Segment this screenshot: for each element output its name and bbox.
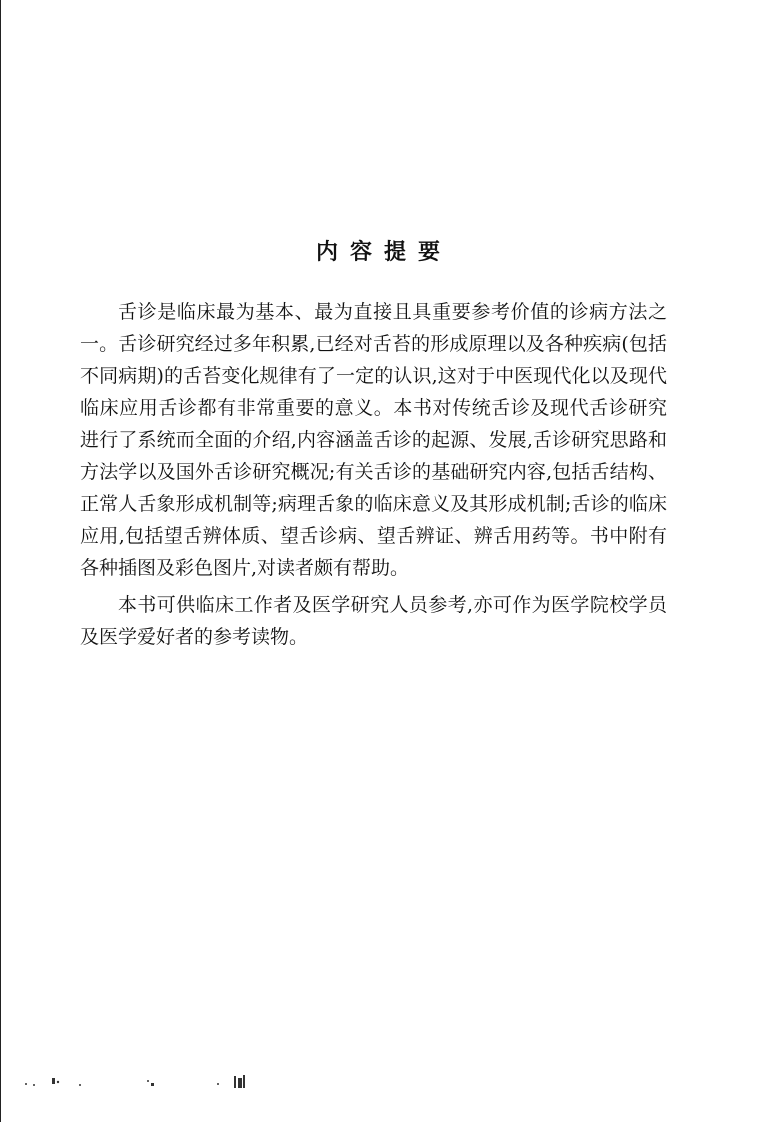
section-title: 内容提要 xyxy=(315,240,452,265)
page-edge-line xyxy=(0,0,1,1122)
scan-noise-marks xyxy=(22,1072,282,1092)
abstract-paragraph-2: 本书可供临床工作者及医学研究人员参考,亦可作为医学院校学员及医学爱好者的参考读物。 xyxy=(80,594,667,648)
abstract-body xyxy=(80,296,667,653)
abstract-paragraph-1: 舌诊是临床最为基本、最为直接且具重要参考价值的诊病方法之一。舌诊研究经过多年积累,已经对舌苔的形成原理以及各种疾病(包括不同病期)的舌苔变化规律有了一定的认识,这对于中医现代化以及现代临床应用舌诊都有非常重要的意义。本书对传统舌诊及现代舌诊研究进行了系统而全面的介绍,内容涵盖舌诊的起源、发展,舌诊研究思路和方法学以及国外舌诊研究概况;有关舌诊的基础研究内容,包括舌结构、正常人舌象形成机制等;病理舌象的临床意义及其形成机制;舌诊的临床应用,包括望舌辨体质、望舌诊病、望舌辨证、辨舌用药等。书中附有各种插图及彩色图片,对读者颇有帮助。 xyxy=(80,301,667,579)
